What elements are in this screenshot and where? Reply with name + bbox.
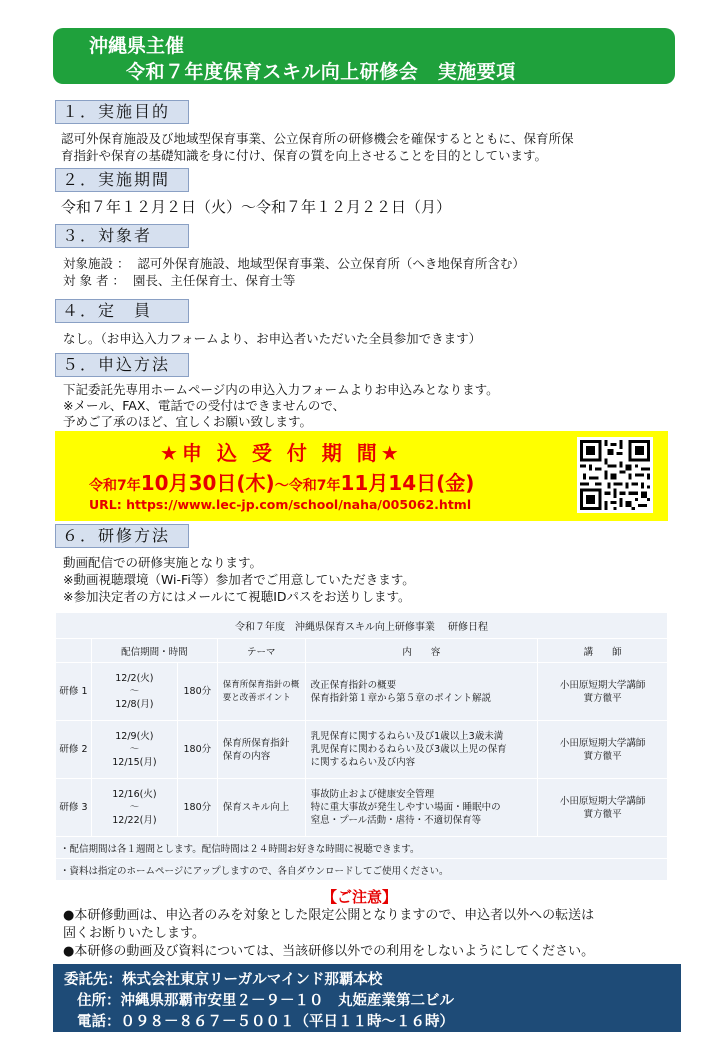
section-4-label: ４．定 員	[55, 299, 189, 323]
training-minutes: 180分	[177, 663, 217, 721]
start-date: 10月30日(木)	[140, 471, 275, 495]
section-3-label: ３．対象者	[55, 224, 189, 248]
caution-title: 【ご注意】	[322, 888, 398, 906]
application-period-dates	[89, 467, 474, 496]
training-minutes: 180分	[177, 721, 217, 779]
section-5-line-2: ※メール、FAX、電話での受付はできませんので、	[63, 398, 346, 413]
section-1-line-2: 育指針や保育の基礎知識を身に付け、保育の質を向上させることを目的としています。	[61, 148, 548, 163]
header-content: 内 容	[305, 639, 538, 663]
training-content: 事故防止および健康安全管理 特に重大事故が発生しやすい場面・睡眠中の 窒息・プール活動・虐待・不適切保育等	[305, 779, 538, 837]
address: 住所：沖縄県那覇市安里２－９－１０ 丸姫産業第二ビル	[77, 993, 454, 1009]
section-5-line-3: 予めご了承のほど、宜しくお願い致します。	[63, 414, 313, 429]
training-period: 12/2(火) ～ 12/8(月)	[91, 663, 177, 721]
section-1-label: １．実施目的	[55, 100, 189, 124]
table-row	[56, 721, 668, 779]
section-6-line-3: ※参加決定者の方にはメールにて視聴IDパスをお送りします。	[63, 589, 411, 604]
application-period-title: ★申 込 受 付 期 間★	[160, 441, 403, 465]
training-name: 研修 3	[56, 779, 92, 837]
training-lecturer: 小田原短期大学講師 實方徹平	[538, 663, 668, 721]
phone: 電話：０９８－８６７－５００１（平日１１時～１６時）	[77, 1014, 454, 1030]
section-5-line-1: 下記委託先専用ホームページ内の申込入力フォームよりお申込みとなります。	[63, 382, 499, 397]
training-content: 乳児保育に関するねらい及び1歳以上3歳未満 乳児保育に関わるねらい及び3歳以上児の保育 に関するねらい及び内容	[305, 721, 538, 779]
contact-footer	[53, 964, 681, 1032]
schedule-caption: 令和７年度 沖縄県保育スキル向上研修事業 研修日程	[56, 613, 668, 639]
contractor: 委託先：株式会社東京リーガルマインド那覇本校	[64, 972, 383, 988]
section-5-label: ５．申込方法	[55, 353, 189, 377]
date-separator: ～令和7年	[274, 478, 341, 494]
training-period: 12/16(火) ～ 12/22(月)	[91, 779, 177, 837]
section-2-text: 令和７年１２月２日（火）～令和７年１２月２２日（月）	[61, 198, 452, 216]
section-3-line-1: 対象施設 ： 認可外保育施設、地域型保育事業、公立保育所（へき地保育所含む）	[63, 256, 525, 271]
table-row	[56, 779, 668, 837]
training-minutes: 180分	[177, 779, 217, 837]
application-period-banner	[55, 431, 668, 521]
training-period: 12/9(火) ～ 12/15(月)	[91, 721, 177, 779]
header-blank	[56, 639, 92, 663]
application-url-link[interactable]: URL: https://www.lec-jp.com/school/naha/005062.html	[89, 497, 472, 512]
section-1-line-1: 認可外保育施設及び地域型保育事業、公立保育所の研修機会を確保するとともに、保育所保	[61, 131, 574, 146]
schedule-note-2: ・資料は指定のホームページにアップしますので、各自ダウンロードしてご使用ください。	[56, 859, 668, 881]
qr-code-icon[interactable]	[577, 437, 653, 513]
training-theme: 保育所保育指針の概要と改善ポイント	[217, 663, 305, 721]
organizer: 沖縄県主催	[89, 35, 185, 57]
section-6-line-1: 動画配信での研修実施となります。	[63, 555, 263, 570]
header-period: 配信期間・時間	[91, 639, 217, 663]
section-6-line-2: ※動画視聴環境（Wi-Fi等）参加者でご用意していただきます。	[63, 572, 415, 587]
training-name: 研修 2	[56, 721, 92, 779]
start-prefix: 令和7年	[89, 478, 141, 494]
training-name: 研修 1	[56, 663, 92, 721]
section-3-line-2: 対 象 者 ： 園長、主任保育士、保育士等	[63, 273, 296, 288]
section-4-text: なし。（お申込入力フォームより、お申込者いただいた全員参加できます）	[63, 331, 482, 346]
schedule-note-1: ・配信期間は各１週間とします。配信時間は２４時間お好きな時間に視聴できます。	[56, 837, 668, 859]
page-header	[53, 28, 675, 84]
caution-line-3: ●本研修の動画及び資料については、当該研修以外での利用をしないようにしてください。	[63, 944, 595, 959]
section-2-label: ２．実施期間	[55, 168, 189, 192]
training-lecturer: 小田原短期大学講師 實方徹平	[538, 721, 668, 779]
schedule-table	[55, 612, 668, 881]
end-date: 11月14日(金)	[340, 471, 475, 495]
caution-line-1: ●本研修動画は、申込者のみを対象とした限定公開となりますので、申込者以外への転送は	[63, 908, 595, 923]
training-theme: 保育スキル向上	[217, 779, 305, 837]
training-content: 改正保育指針の概要 保育指針第１章から第５章のポイント解説	[305, 663, 538, 721]
header-theme: テーマ	[217, 639, 305, 663]
caution-line-2: 固くお断りいたします。	[63, 926, 205, 941]
section-6-label: ６．研修方法	[55, 524, 189, 548]
training-theme: 保育所保育指針 保育の内容	[217, 721, 305, 779]
page-title: 令和７年度保育スキル向上研修会 実施要項	[126, 61, 516, 83]
table-row	[56, 663, 668, 721]
training-lecturer: 小田原短期大学講師 實方徹平	[538, 779, 668, 837]
header-lecturer: 講 師	[538, 639, 668, 663]
